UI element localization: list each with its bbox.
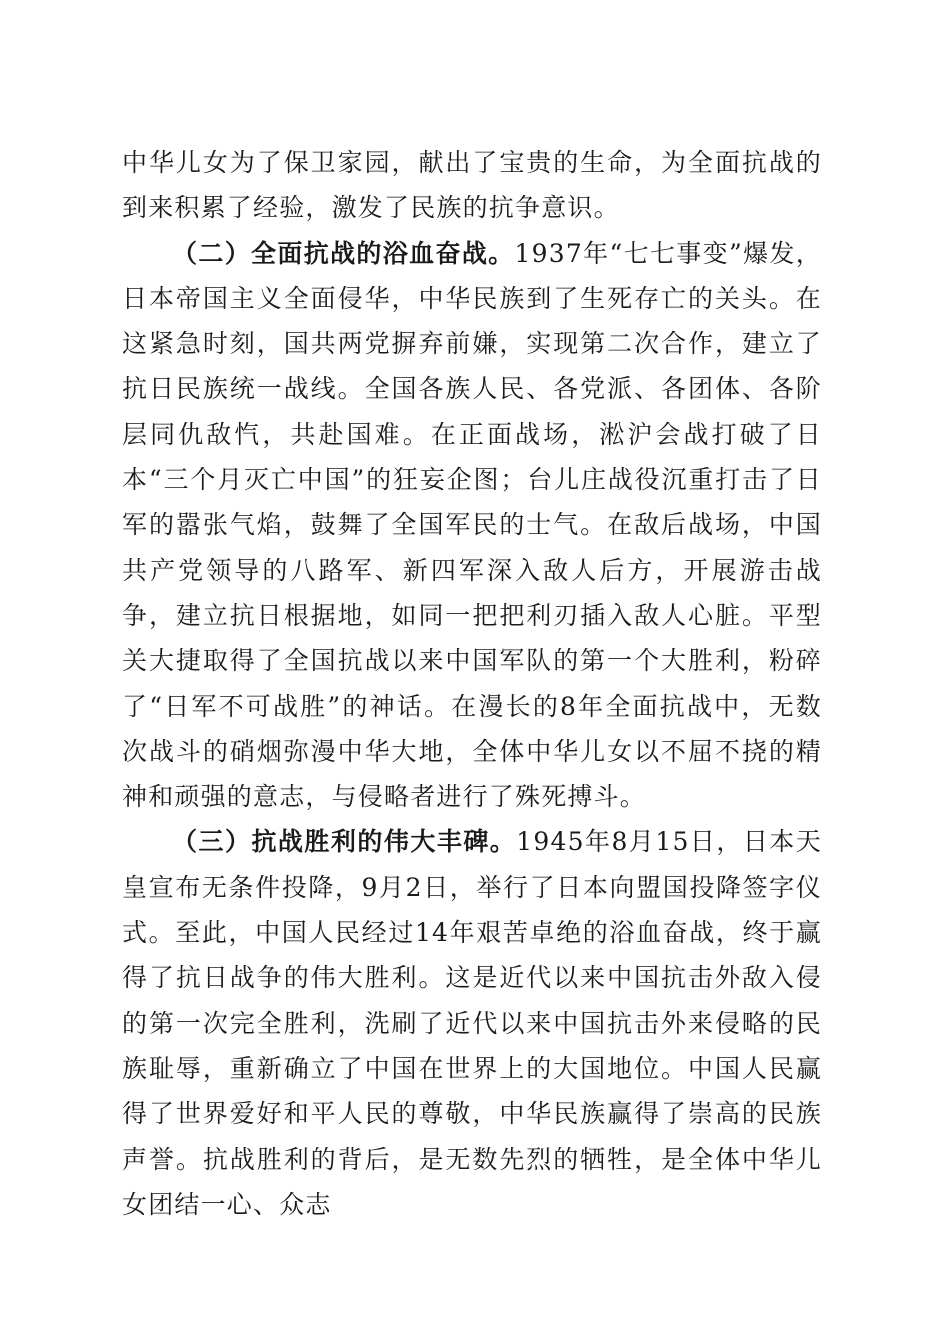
paragraph-section-three — [122, 819, 822, 1227]
section-heading: （三）抗战胜利的伟大丰碑。 — [172, 827, 517, 857]
document-body — [122, 140, 822, 1227]
paragraph-text: 1945年8月15日，日本天皇宣布无条件投降，9月2日，举行了日本向盟国投降签字仪式。至此，中国人民经过14年艰苦卓绝的浴血奋战，终于赢得了抗日战争的伟大胜利。这是近代以来中国抗击外敌入侵的第一次完全胜利，洗刷了近代以来中国抗击外来侵略的民族耻辱，重新确立了中国在世界上的大国地位。中国人民赢得了世界爱好和平人民的尊敬，中华民族赢得了崇高的民族声誉。抗战胜利的背后，是无数先烈的牺牲，是全体中华儿女团结一心、众志 — [122, 827, 822, 1219]
section-heading: （二）全面抗战的浴血奋战。 — [172, 238, 515, 268]
paragraph-text: 中华儿女为了保卫家园，献出了宝贵的生命，为全面抗战的到来积累了经验，激发了民族的抗争意识。 — [122, 148, 822, 223]
paragraph-text: 1937年“七七事变”爆发，日本帝国主义全面侵华，中华民族到了生死存亡的关头。在这紧急时刻，国共两党摒弃前嫌，实现第二次合作，建立了抗日民族统一战线。全国各族人民、各党派、各团体、各阶层同仇敌忾，共赴国难。在正面战场，淞沪会战打破了日本“三个月灭亡中国”的狂妄企图；台儿庄战役沉重打击了日军的嚣张气焰，鼓舞了全国军民的士气。在敌后战场，中国共产党领导的八路军、新四军深入敌人后方，开展游击战争，建立抗日根据地，如同一把把利刃插入敌人心脏。平型关大捷取得了全国抗战以来中国军队的第一个大胜利，粉碎了“日军不可战胜”的神话。在漫长的8年全面抗战中，无数次战斗的硝烟弥漫中华大地，全体中华儿女以不屈不挠的精神和顽强的意志，与侵略者进行了殊死搏斗。 — [122, 238, 822, 812]
paragraph-section-two — [122, 231, 822, 820]
paragraph-continuation — [122, 140, 822, 231]
